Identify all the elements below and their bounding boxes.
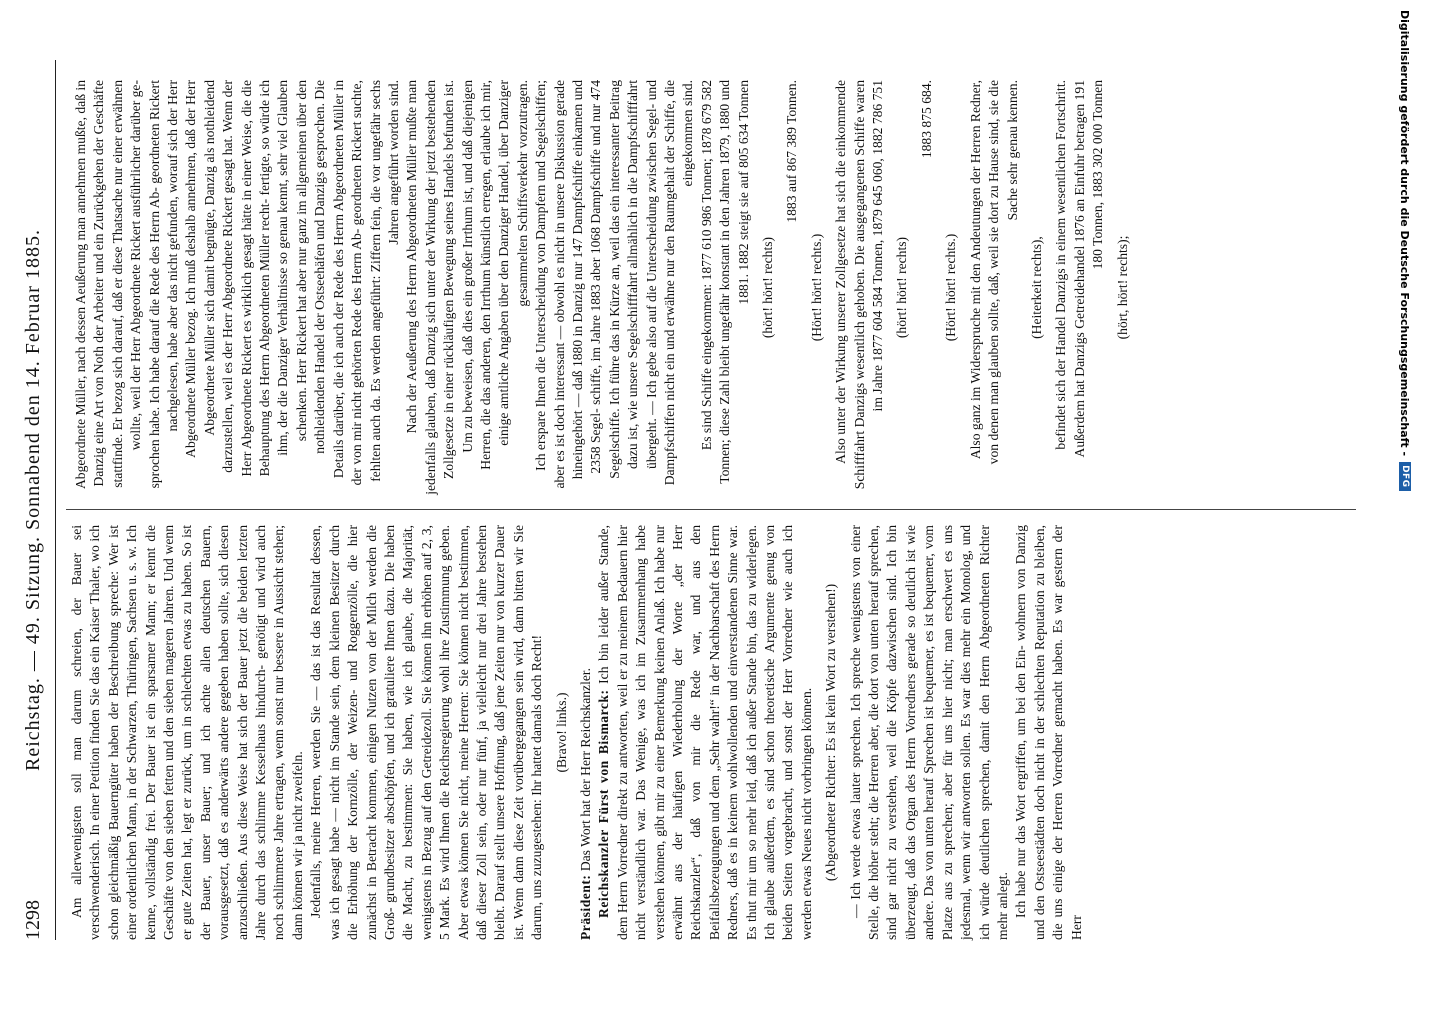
paragraph: Ich habe nur das Wort ergriffen, um bei den Ein- wohnern von Danzig und den Ostseestädten doch nicht in der schlechten Reputation zu bleiben, die uns einige der Herren Vorredner gemacht haben. Es war gestern der Herr bbox=[1013, 525, 1084, 940]
left-column bbox=[68, 525, 1086, 940]
header-rule bbox=[55, 60, 56, 940]
page-number: 1298 bbox=[22, 900, 44, 940]
reaction: (Heiterkeit rechts), bbox=[1028, 236, 1044, 339]
right-column bbox=[72, 80, 1138, 495]
paragraph: Also ganz im Widerspruche mit den Andeutungen der Herren Redner, von denen man glauben sollte, daß, weil sie dort zu Hause sind, sie die Sache sehr genau kennen. bbox=[967, 80, 1020, 465]
paragraph: Es sind Schiffe eingekommen: 1877 610 986 Tonnen; 1878 679 582 Tonnen; diese Zahl bleibt ungefähr konstant in den Jahren 1879, 1880 und 1881. 1882 steigt sie auf 805 634 Tonnen bbox=[698, 80, 751, 484]
page-header bbox=[18, 60, 56, 940]
paragraph: Also unter der Wirkung unserer Zollgesetze hat sich die einkommende Schifffahrt Danzigs wesentlich gehoben. Die ausgegangenen Schiffe waren im Jahre 1877 604 584 Tonnen, 1879 645 060, 1882 786 751 bbox=[833, 80, 886, 490]
running-head: Reichstag. — 49. Sitzung. Sonnabend den 14. Februar 1885. bbox=[22, 229, 44, 771]
speech-text: Das Wort hat der Herr Reichskanzler. bbox=[577, 667, 593, 872]
interjection: (Abgeordneter Richter: Es ist kein Wort zu verstehen!) bbox=[823, 583, 839, 882]
digitization-credit bbox=[1390, 0, 1420, 1000]
paragraph: Jedenfalls, meine Herren, werden Sie — das ist das Resultat dessen, was ich gesagt habe — nicht im Stande sein, dem kleinen Besitzer durch die Erhöhung der Kornzölle, der Weizen- und Roggenzölle, die hier zunächst in Betracht kommen, einigen Nutzen von der Milch werden die Groß- grundbesitzer abschöpfen, und ich gratuliere Ihnen dazu. Die haben die Macht, zu bestimmen: Sie haben, wie ich glaube, die Majorität, wenigstens in Bezug auf den Getreidezoll. Sie können ihn erhöhen auf 2, 3, 5 Mark. Es wird Ihnen die Reichsregierung wohl ihre Zustimmung geben. Aber etwas können Sie nicht, meine Herren: Sie können nicht bestimmen, daß dieser Zoll sein, oder nur fünf, ja vielleicht nur drei Jahre bestehen bleibt. Darauf stellt unsere Hoffnung, daß jene Zeiten nur von kurzer Dauer ist. Wenn dann diese Zeit vorübergegangen sein wird, dann bitten wir Sie darum, uns zuzugestehen: Ihr hattet damals doch Recht! bbox=[308, 525, 545, 940]
reaction: (Bravo! links.) bbox=[553, 692, 569, 773]
paragraph: Abgeordnete Müller, nach dessen Aeußerung man annehmen mußte, daß in Danzig eine Art von Noth der Arbeiter und ein Zurückgehen der Geschäfte stattfinde. Er bezog sich darauf, daß er diese Thatsache nur einer erwähnen wollte, weil der Herr Abgeordnete Rickert ausführlicher darüber ge- sprochen habe. Ich habe darauf die Rede des Herrn Ab- geordneten Rickert nachgelesen, habe aber das nicht gefunden, worauf sich der Herr Abgeordnete Müller bezog. Ich muß deshalb annehmen, daß der Herr Abgeordnete Müller sich damit begnügte, Danzig als nothleidend darzustellen, weil es der Herr Abgeordnete Rickert gesagt hat. Wenn der Herr Abgeordnete Rickert es wirklich gesagt hätte in einer Weise, die die Behauptung des Herrn Abgeordneten Müller recht- fertigte, so würde ich ihm, der die Danziger Verhältnisse so genau kennt, sehr viel Glauben schenken. Herr Rickert hat aber nur ganz im allgemeinen über den nothleidenden Handel der Ostseehäfen und Danzigs gesprochen. Die Details darüber, die ich auch der Rede des Herrn Abgeordneten Müller in der von mir nicht gehörten Rede des Herrn Ab- geordneten Rickert suchte, fehlten auch da. Es werden angeführt: Ziffern fein, die vor ungefähr sechs Jahren angeführt worden sind. bbox=[73, 80, 401, 490]
speaker-turn bbox=[577, 525, 595, 940]
speaker-turn bbox=[595, 525, 816, 940]
reaction: (Hört! hört! rechts.) bbox=[808, 233, 824, 342]
paragraph: — Ich werde etwas lauter sprechen. Ich spreche wenigstens von einer Stelle, die höher steht; die Herren aber, die dort von unten herauf sprechen, sind gar nicht zu verstehen, weil die Köpfe dazwischen sind. Ich bin überzeugt, daß das Organ des Herrn Vorredners gerade so deutlich ist wie andere. Das von unten herauf Sprechen ist bequemer, es ist bequemer, vom Platze aus zu sprechen; aber für uns hier nicht; man erschwert es uns jedesmal, wenn wir antworten sollen. Es war dies mehr ein Monolog, und ich würde deutlichen sprechen, damit den Herrn Abgeordneten Richter mehr anlegt. bbox=[847, 525, 1010, 940]
paragraph: befindet sich der Handel Danzigs in einem wesentlichen Fortschritt. bbox=[1053, 80, 1069, 450]
reaction: (hört! hört! rechts) bbox=[760, 236, 776, 339]
column-divider bbox=[66, 509, 1356, 510]
statistic-line: 1883 875 684. bbox=[918, 80, 934, 159]
reaction: (hört, hört! rechts); bbox=[1114, 235, 1130, 340]
speaker-name: Reichskanzler Fürst von Bismarck: bbox=[596, 689, 612, 918]
paragraph: Außerdem hat Danzigs Getreidehandel 1876 an Einfuhr betragen 191 180 Tonnen, 1883 302 000 Tonnen bbox=[1071, 80, 1106, 458]
speech-text: Ich bin leider außer Stande, dem Herrn Vorredner direkt zu antworten, weil er zu meinem Bedauern hier nicht verständlich war. Das Wenige, was ich im Zusammenhang habe verstehen können, gibt mir zu einer Bemerkung keinen Anlaß. Ich habe nur erwähnt aus der häufigen Wiederholung der Worte „der Herr Reichskanzler“, daß von mir die Rede war, und aus den Beifallsbezeugungen und dem „Sehr wahr!“ in der Nachbarschaft des Herrn Redners, daß es in keinem wohlwollenden und einverstandenen Sinne war. Es thut mir um so mehr leid, daß ich außer Stande bin, das zu widerlegen. Ich glaube außerdem, es sind schon theoretische Argumente genug von beiden Seiten vorgebracht, und sonst der Herr Vorredner wie auch ich werden etwas Neues nicht vorbringen können. bbox=[596, 525, 814, 940]
digitization-notice: Digitalisierung gefördert durch die Deutsche Forschungsgemeinschaft - bbox=[1398, 10, 1412, 457]
reaction: (Hört! hört! rechts.) bbox=[943, 233, 959, 342]
paragraph: Nach der Aeußerung des Herrn Abgeordneten Müller mußte man jedenfalls glauben, daß Danzig sich unter der Wirkung der jetzt bestehenden Zollgesetze in einer rückläufigen Bewegung seines Handels befunden ist. Um zu beweisen, daß dies ein großer Irrthum ist, und daß diejenigen Herren, die das anderen, den Irrthum künstlich erregen, erlaube ich mir, einige amtliche Angaben über den Danziger Handel, über Danziger gesammelten Schiffsverkehr vorzutragen. bbox=[404, 80, 530, 495]
speaker-name: Präsident: bbox=[577, 874, 593, 940]
paragraph: Am allerwenigsten soll man darum schreien, der Bauer sei verschwenderisch. In einer Petition finden Sie das ein Kaiser Thaler, wo ich schon gleichmäßig Bauerngüter haben der Beschreibung spreche: Wer ist einer ordentlichen Mann, in der Schwarzen, Thüringen, Sachsen u. s. w. Ich kenne, vollständig frei. Der Bauer ist ein sparsamer Mann; er kennt die Geschäfte von den sieben fetten und den sieben mageren Jahren. Und wenn er gute Zeiten hat, legt er zurück, um in schlechten etwas zu haben. So ist der Bauer, unser Bauer; und ich achte allen deutschen Bauern, vorausgesetzt, daß es anderwärts andere gegeben haben sollte, sich diesen anzuschließen. Aus diese Weise hat sich der Bauer jetzt die beiden letzten Jahre durch das schlimme Kesselhaus hindurch- genötigt und wird auch noch schlimmere Jahre ertragen, wenn sonst nur bessere in Aussicht stehen; dann können wir ja nicht zweifeln. bbox=[69, 525, 305, 940]
reaction: (hört! hört! rechts) bbox=[894, 236, 910, 339]
paragraph: Ich erspare Ihnen die Unterscheidung von Dampfern und Segelschiffen; aber es ist doch interessant — obwohl es nicht in unsere Diskussion gerade hineingehört — daß 1880 in Danzig nur 147 Dampfschiffe einkamen und 2358 Segel- schiffe, im Jahre 1883 aber 1068 Dampfschiffe und nur 474 Segelschiffe. Ich führe das in Kürze an, weil das ein interessanter Beitrag dazu ist, wie unsere Segelschifffahrt allmählich in die Dampfschifffahrt übergeht. — Ich gebe also auf die Unterscheidung zwischen Segel- und Dampfschiffen nicht ein und erwähne nur den Raumgehalt der Schiffe, die eingekommen sind. bbox=[533, 80, 696, 489]
statistic-line: 1883 auf 867 389 Tonnen. bbox=[784, 80, 800, 223]
dfg-logo: DFG bbox=[1399, 462, 1411, 491]
